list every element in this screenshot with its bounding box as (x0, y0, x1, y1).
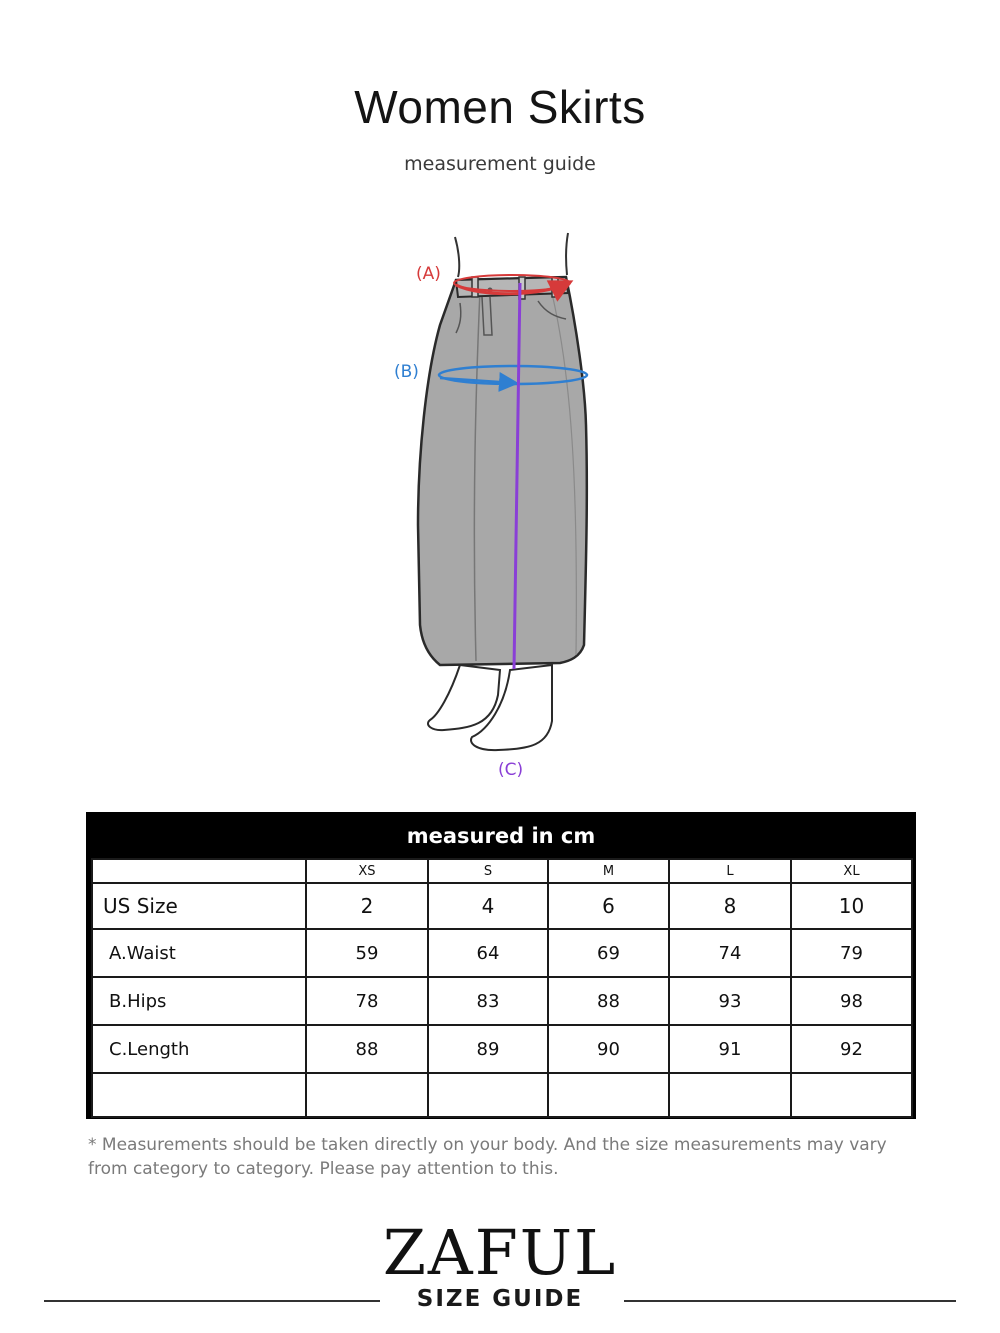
table-cell: 2 (306, 883, 428, 929)
table-cell: 78 (306, 977, 428, 1025)
table-row-empty (92, 1073, 912, 1117)
table-cell: 4 (428, 883, 548, 929)
row-label: US Size (92, 883, 306, 929)
table-cell: 91 (669, 1025, 791, 1073)
table-cell: 59 (306, 929, 428, 977)
empty-cell (791, 1073, 912, 1117)
table-cell: 98 (791, 977, 912, 1025)
table-cell: 88 (548, 977, 669, 1025)
empty-cell (548, 1073, 669, 1117)
size-header-row (92, 859, 912, 883)
table-cell: 92 (791, 1025, 912, 1073)
row-label: A.Waist (92, 929, 306, 977)
shoe-left (428, 665, 500, 730)
label-waist: (A) (416, 264, 441, 284)
table-row-hips (92, 977, 912, 1025)
size-header-m: M (548, 859, 669, 883)
size-header-xl: XL (791, 859, 912, 883)
empty-cell (306, 1073, 428, 1117)
table-cell: 8 (669, 883, 791, 929)
row-label: C.Length (92, 1025, 306, 1073)
leg-line-left (455, 237, 459, 277)
size-table (91, 858, 913, 1118)
table-caption: measured in cm (406, 824, 596, 848)
belt-loop-left (472, 277, 478, 297)
measurement-note: * Measurements should be taken directly on your body. And the size measurements may vary from category to category. Please pay attention to this. (88, 1135, 887, 1179)
size-chart (86, 812, 916, 1119)
empty-cell (669, 1073, 791, 1117)
size-guide-label: SIZE GUIDE (416, 1286, 584, 1312)
empty-cell (92, 1073, 306, 1117)
table-cell: 93 (669, 977, 791, 1025)
table-row-us-size (92, 883, 912, 929)
label-hips: (B) (394, 362, 419, 382)
skirt-illustration (380, 225, 620, 785)
header-empty-cell (92, 859, 306, 883)
table-cell: 69 (548, 929, 669, 977)
leg-line-right (566, 233, 568, 275)
size-header-l: L (669, 859, 791, 883)
size-header-s: S (428, 859, 548, 883)
table-cell: 79 (791, 929, 912, 977)
page-title: Women Skirts (354, 81, 646, 133)
skirt-body (418, 277, 587, 665)
table-row-waist (92, 929, 912, 977)
table-cell: 6 (548, 883, 669, 929)
table-cell: 90 (548, 1025, 669, 1073)
table-cell: 89 (428, 1025, 548, 1073)
row-label: B.Hips (92, 977, 306, 1025)
table-row-length (92, 1025, 912, 1073)
page-subtitle: measurement guide (404, 153, 596, 175)
table-cell: 64 (428, 929, 548, 977)
table-cell: 10 (791, 883, 912, 929)
empty-cell (428, 1073, 548, 1117)
label-length: (C) (498, 760, 524, 780)
brand-logo: ZAFUL (382, 1216, 618, 1289)
table-cell: 88 (306, 1025, 428, 1073)
table-cell: 74 (669, 929, 791, 977)
size-header-xs: XS (306, 859, 428, 883)
table-cell: 83 (428, 977, 548, 1025)
